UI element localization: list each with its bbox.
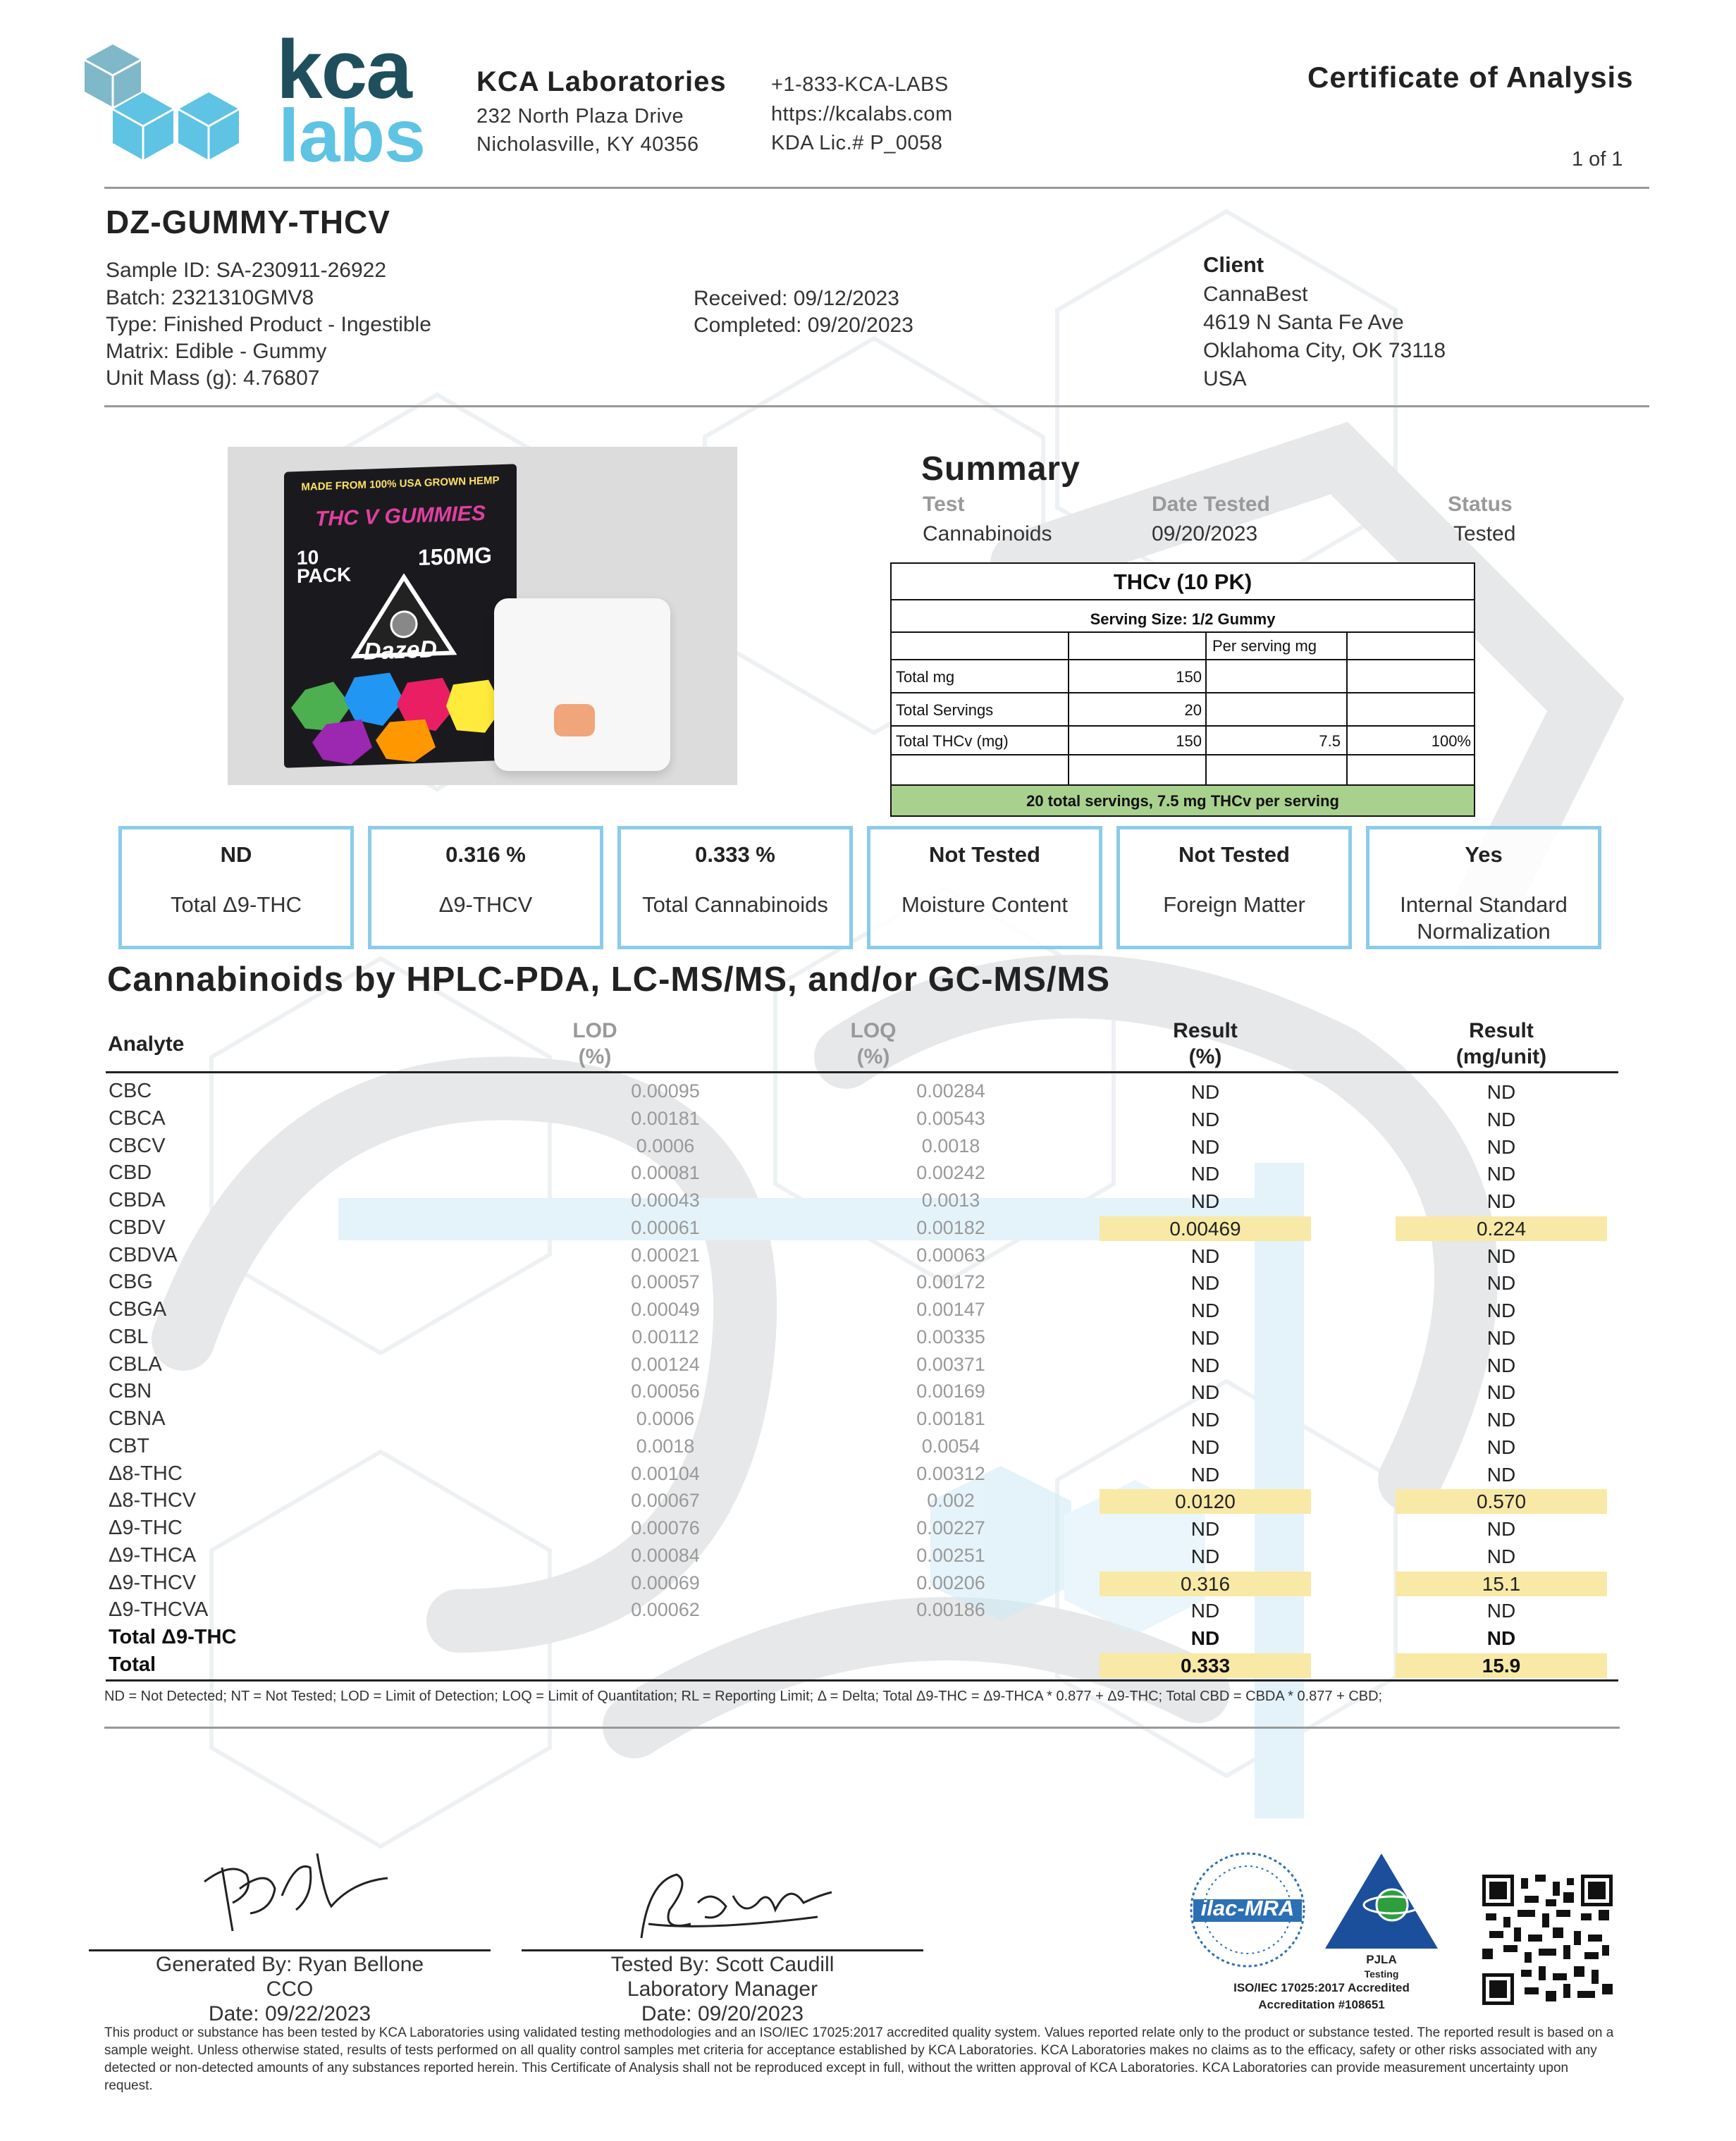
table-row [106,1570,1618,1598]
row-lod: 0.00062 [631,1599,700,1621]
lab-phone: +1-833-KCA-LABS [771,73,949,96]
lab-license: KDA Lic.# P_0058 [771,132,943,154]
row-result-pct: ND [1190,1245,1220,1267]
serving-row-label: Total mg [896,668,955,686]
result-box-label: Δ9-THCV [438,892,533,917]
signature-scott-caudill [620,1853,846,1952]
row-result-mg: ND [1486,1108,1516,1130]
logo-labs-text: labs [278,94,426,178]
generated-date: Date: 09/22/2023 [208,2002,371,2025]
row-result-pct: 0.316 [1100,1572,1311,1596]
row-lod: 0.0018 [636,1435,695,1457]
tested-title: Laboratory Manager [627,1978,818,2001]
lab-address-1: 232 North Plaza Drive [476,105,684,128]
accreditation-number: Accreditation #108651 [1258,1998,1385,2011]
package-mg: 150MG [418,542,492,571]
lab-address-2: Nicholasville, KY 40356 [476,133,699,156]
row-analyte: CBT [109,1434,149,1457]
summary-test-heading: Test [923,493,965,516]
client-country: USA [1203,367,1247,390]
table-row [106,1187,1618,1215]
row-result-mg: ND [1486,1409,1516,1431]
row-analyte: CBDA [109,1189,166,1211]
sample-matrix: Matrix: Edible - Gummy [106,340,327,363]
signature-ryan-bellone [190,1839,395,1945]
row-result-mg: ND [1486,1381,1516,1404]
row-loq: 0.00063 [916,1244,985,1266]
result-box-label: Total Δ9-THC [170,892,302,917]
row-analyte: CBD [109,1161,152,1185]
row-analyte: Δ9-THCVA [109,1598,209,1622]
row-result-pct: ND [1190,1463,1220,1486]
result-box-label: Moisture Content [901,892,1069,917]
header-divider [104,187,1649,189]
row-result-mg: ND [1486,1518,1516,1540]
row-result-mg: ND [1486,1163,1516,1185]
serving-row-total: 20 [1184,701,1202,719]
row-lod: 0.00056 [631,1381,700,1402]
row-lod: 0.0006 [636,1135,695,1156]
row-loq: 0.00543 [916,1107,985,1129]
row-result-mg: ND [1486,1190,1516,1212]
row-analyte: CBDVA [109,1243,178,1266]
result-box-value: Yes [1465,842,1503,867]
row-result-mg: 0.224 [1396,1216,1607,1241]
row-analyte: Δ8-THC [109,1462,183,1485]
serving-row-total: 150 [1176,668,1202,686]
row-lod: 0.00112 [632,1326,699,1347]
row-analyte: Total Δ9-THC [109,1626,237,1648]
result-box-value: 0.316 % [445,842,526,867]
signature-line-generated [89,1949,491,1951]
result-box-label: Internal Standard Normalization [1400,892,1568,944]
row-lod: 0.00069 [631,1572,700,1593]
table-row [106,1597,1618,1624]
row-lod: 0.00021 [631,1244,700,1266]
row-result-pct: ND [1190,1518,1220,1540]
package-banner: MADE FROM 100% USA GROWN HEMP [301,474,500,493]
sample-id: Sample ID: SA-230911-26922 [106,259,387,282]
row-loq: 0.00335 [916,1326,985,1347]
result-box-internal-standard [1366,826,1601,949]
row-result-pct: ND [1190,1272,1220,1295]
row-result-mg: ND [1486,1627,1516,1649]
pjla-text: PJLA [1366,1953,1397,1966]
row-analyte: CBNA [109,1407,166,1430]
row-loq: 0.00172 [916,1271,985,1293]
row-lod: 0.00124 [631,1353,700,1375]
row-analyte: CBDV [109,1216,166,1239]
gummy-tray [494,598,670,771]
table-row [106,1106,1618,1133]
result-box-label: Total Cannabinoids [642,892,828,917]
serving-row-percent: 100% [1431,732,1471,750]
row-result-pct: ND [1190,1436,1220,1458]
row-loq: 0.002 [927,1490,975,1512]
client-name: CannaBest [1203,283,1308,306]
table-row [106,1543,1618,1570]
result-box-value: ND [220,842,252,867]
table-row [106,1324,1618,1352]
col-result-pct [1100,1018,1311,1070]
package-gummy-art [284,668,517,768]
lab-website[interactable]: https://kcalabs.com [771,103,953,125]
logo-kca-text: kca [276,23,411,116]
row-analyte: Δ9-THCV [109,1571,197,1594]
row-result-pct: ND [1190,1545,1220,1567]
col-loq-unit: (%) [856,1045,890,1068]
col-result-pct-unit: (%) [1188,1045,1222,1068]
info-divider [104,405,1649,407]
result-box-value: Not Tested [929,842,1040,867]
row-lod: 0.00084 [631,1544,700,1566]
row-loq: 0.00227 [916,1517,985,1538]
row-lod: 0.00043 [631,1190,700,1211]
iso-accreditation: ISO/IEC 17025:2017 Accredited [1233,1981,1410,1994]
table-row [106,1215,1618,1242]
row-analyte: CBG [109,1271,153,1294]
col-result-mg [1396,1018,1607,1070]
row-loq: 0.00169 [916,1381,985,1402]
serving-row-label: Total THCv (mg) [896,732,1009,750]
row-loq: 0.0054 [921,1435,980,1457]
row-result-mg: ND [1486,1354,1516,1376]
row-analyte: Δ9-THCA [109,1543,197,1567]
row-result-mg: 0.570 [1396,1489,1607,1514]
col-analyte: Analyte [108,1032,185,1056]
row-analyte: CBN [109,1380,152,1403]
serving-row-per: 7.5 [1319,732,1341,750]
row-result-pct: ND [1190,1354,1220,1376]
row-lod: 0.00061 [631,1216,700,1238]
col-loq [796,1018,951,1070]
summary-status: Tested [1453,522,1516,545]
row-loq: 0.0018 [921,1135,980,1156]
table-row [106,1378,1618,1406]
row-result-pct: ND [1190,1135,1220,1158]
row-loq: 0.0013 [921,1190,980,1211]
row-loq: 0.00182 [916,1216,985,1238]
row-lod: 0.00181 [631,1107,700,1129]
row-lod: 0.0006 [636,1408,695,1429]
result-box-value: 0.333 % [695,842,775,867]
summary-status-heading: Status [1448,493,1513,516]
row-result-pct: ND [1190,1108,1220,1130]
row-loq: 0.00371 [916,1353,985,1375]
signature-line-tested [522,1949,923,1951]
row-result-mg: ND [1486,1245,1516,1267]
table-row [106,1269,1618,1297]
row-loq: 0.00284 [916,1080,985,1102]
page-number: 1 of 1 [1572,148,1623,171]
result-box-total-d9-thc [118,826,354,949]
row-result-pct: ND [1190,1627,1220,1649]
row-analyte: CBL [109,1325,149,1348]
qr-code[interactable] [1482,1875,1613,2005]
footnote-divider [104,1727,1620,1729]
row-lod: 0.00049 [631,1299,700,1320]
col-result-mg-unit: (mg/unit) [1455,1045,1547,1068]
document-title: Certificate of Analysis [1307,61,1634,94]
result-box-moisture [867,826,1102,949]
row-result-pct: ND [1190,1326,1220,1349]
row-result-pct: ND [1190,1600,1220,1622]
row-analyte: CBLA [109,1352,162,1376]
product-photo [228,447,737,785]
row-result-mg: ND [1486,1272,1516,1295]
row-result-pct: ND [1190,1163,1220,1185]
table-row [106,1406,1618,1433]
table-row [106,1160,1618,1187]
table-row-total [106,1652,1618,1679]
col-result-mg-label: Result [1469,1019,1534,1042]
table-footnote: ND = Not Detected; NT = Not Tested; LOD = Limit of Detection; LOQ = Limit of Quantitation; RL = Reporting Limit; Δ = Delta; Total Δ9-THC = Δ9-THCA * 0.877 + Δ9-THC; Total CBD = CBDA * 0.877 + CBD; [104,1689,1383,1704]
table-row [106,1078,1618,1106]
row-loq: 0.00251 [916,1544,985,1566]
per-serving-heading: Per serving mg [1212,637,1317,655]
client-heading: Client [1203,252,1264,277]
result-box-foreign-matter [1116,826,1352,949]
row-lod: 0.00067 [631,1490,700,1512]
row-loq: 0.00206 [916,1572,985,1593]
row-result-pct: 0.0120 [1100,1489,1311,1514]
row-result-mg: ND [1486,1463,1516,1486]
col-lod-unit: (%) [578,1045,612,1068]
serving-table-title: THCv (10 PK) [1113,569,1252,594]
col-lod-label: LOD [572,1019,617,1042]
row-analyte: CBGA [109,1298,167,1321]
package-product-name: THC V GUMMIES [315,501,486,531]
summary-date-heading: Date Tested [1152,493,1270,516]
row-lod: 0.00104 [631,1462,700,1484]
row-result-mg: ND [1486,1600,1516,1622]
row-result-mg: ND [1486,1081,1516,1103]
row-lod: 0.00095 [631,1080,700,1102]
row-result-pct: 0.333 [1100,1653,1311,1678]
package-pack-count: 10 PACK [297,546,352,588]
result-box-label: Foreign Matter [1163,892,1305,917]
ilac-mra-text: ilac-MRA [1200,1896,1295,1920]
row-result-mg: ND [1486,1436,1516,1458]
row-result-mg: 15.1 [1396,1572,1607,1596]
row-result-pct: ND [1190,1190,1220,1212]
row-result-pct: ND [1190,1081,1220,1103]
row-result-mg: ND [1486,1326,1516,1349]
summary-test: Cannabinoids [923,522,1052,545]
row-lod: 0.00081 [631,1162,700,1184]
table-row [106,1133,1618,1161]
col-loq-label: LOQ [850,1019,897,1042]
row-analyte: Total [109,1653,156,1676]
row-result-pct: ND [1190,1300,1220,1321]
completed-date: Completed: 09/20/2023 [694,314,913,337]
row-analyte: Δ8-THCV [109,1489,197,1512]
col-lod [517,1018,672,1070]
batch: Batch: 2321310GMV8 [106,286,314,309]
result-box-total-cannabinoids [617,826,853,949]
table-row [106,1352,1618,1379]
tested-date: Date: 09/20/2023 [641,2002,804,2025]
pjla-logo [1322,1850,1441,1956]
row-lod: 0.00076 [631,1517,700,1538]
table-row [106,1433,1618,1461]
lab-name: KCA Laboratories [476,66,727,97]
pjla-subtext: Testing [1364,1968,1399,1980]
row-loq: 0.00312 [916,1462,985,1484]
col-result-pct-label: Result [1173,1019,1238,1042]
client-street: 4619 N Santa Fe Ave [1203,311,1404,334]
generated-title: CCO [266,1978,314,2001]
serving-footer: 20 total servings, 7.5 mg THCv per serving [1026,792,1339,810]
row-lod: 0.00057 [631,1271,700,1293]
row-analyte: Δ9-THC [109,1517,183,1539]
row-result-mg: ND [1486,1300,1516,1321]
summary-date: 09/20/2023 [1152,522,1258,545]
table-row [106,1488,1618,1515]
received-date: Received: 09/12/2023 [694,287,899,310]
disclaimer: This product or substance has been tested by KCA Laboratories using validated testing methodologies and an ISO/IEC 17025:2017 accredited quality system. Values reported relate only to the product or substance tested. The reported result is based on a sample weight. Unless otherwise stated, results of tests performed on all quality control samples met criteria for acceptance established by KCA Laboratories. KCA Laboratories makes no claims as to the efficacy, safety or other risks associated with any detected or non-detected amounts of any substances reported herein. This Certificate of Analysis shall not be reproduced except in full, without the written approval of KCA Laboratories. KCA Laboratories can provide measurement uncertainty upon request. [104,2025,1614,2093]
row-result-mg: 15.9 [1396,1653,1607,1678]
serving-table [890,562,1475,817]
row-analyte: CBCV [109,1134,166,1157]
row-loq: 0.00242 [916,1162,985,1184]
serving-row-label: Total Servings [896,701,994,719]
kca-logo-cubes [81,39,250,176]
result-box-value: Not Tested [1178,842,1290,867]
table-header-rule [106,1071,1618,1073]
row-result-pct: ND [1190,1409,1220,1431]
table-row-total-d9-thc [106,1624,1618,1652]
row-result-pct: ND [1190,1381,1220,1404]
row-loq: 0.00181 [916,1408,985,1429]
row-result-pct: 0.00469 [1100,1216,1311,1241]
row-loq: 0.00186 [916,1599,985,1621]
serving-size: Serving Size: 1/2 Gummy [1090,610,1276,628]
table-row [106,1461,1618,1488]
summary-title: Summary [921,450,1081,488]
serving-row-total: 150 [1176,732,1202,750]
sample-type: Type: Finished Product - Ingestible [106,313,431,336]
row-loq: 0.00147 [916,1299,985,1320]
client-city: Oklahoma City, OK 73118 [1203,339,1446,362]
row-result-mg: ND [1486,1545,1516,1567]
row-analyte: CBC [109,1080,152,1102]
table-row [106,1242,1618,1270]
generated-by: Generated By: Ryan Bellone [155,1953,424,1976]
gummy-sample [554,704,595,736]
result-box-d9-thcv [368,826,603,949]
unit-mass: Unit Mass (g): 4.76807 [106,366,320,390]
package-brand: DazeD [364,636,437,665]
table-bottom-rule [106,1679,1618,1682]
row-result-mg: ND [1486,1135,1516,1158]
table-row [106,1515,1618,1543]
product-title: DZ-GUMMY-THCV [106,204,390,240]
cannabinoids-title: Cannabinoids by HPLC-PDA, LC-MS/MS, and/or GC-MS/MS [107,961,1110,999]
gummy-package [284,464,517,768]
tested-by: Tested By: Scott Caudill [610,1953,835,1976]
row-analyte: CBCA [109,1106,166,1130]
table-row [106,1297,1618,1324]
